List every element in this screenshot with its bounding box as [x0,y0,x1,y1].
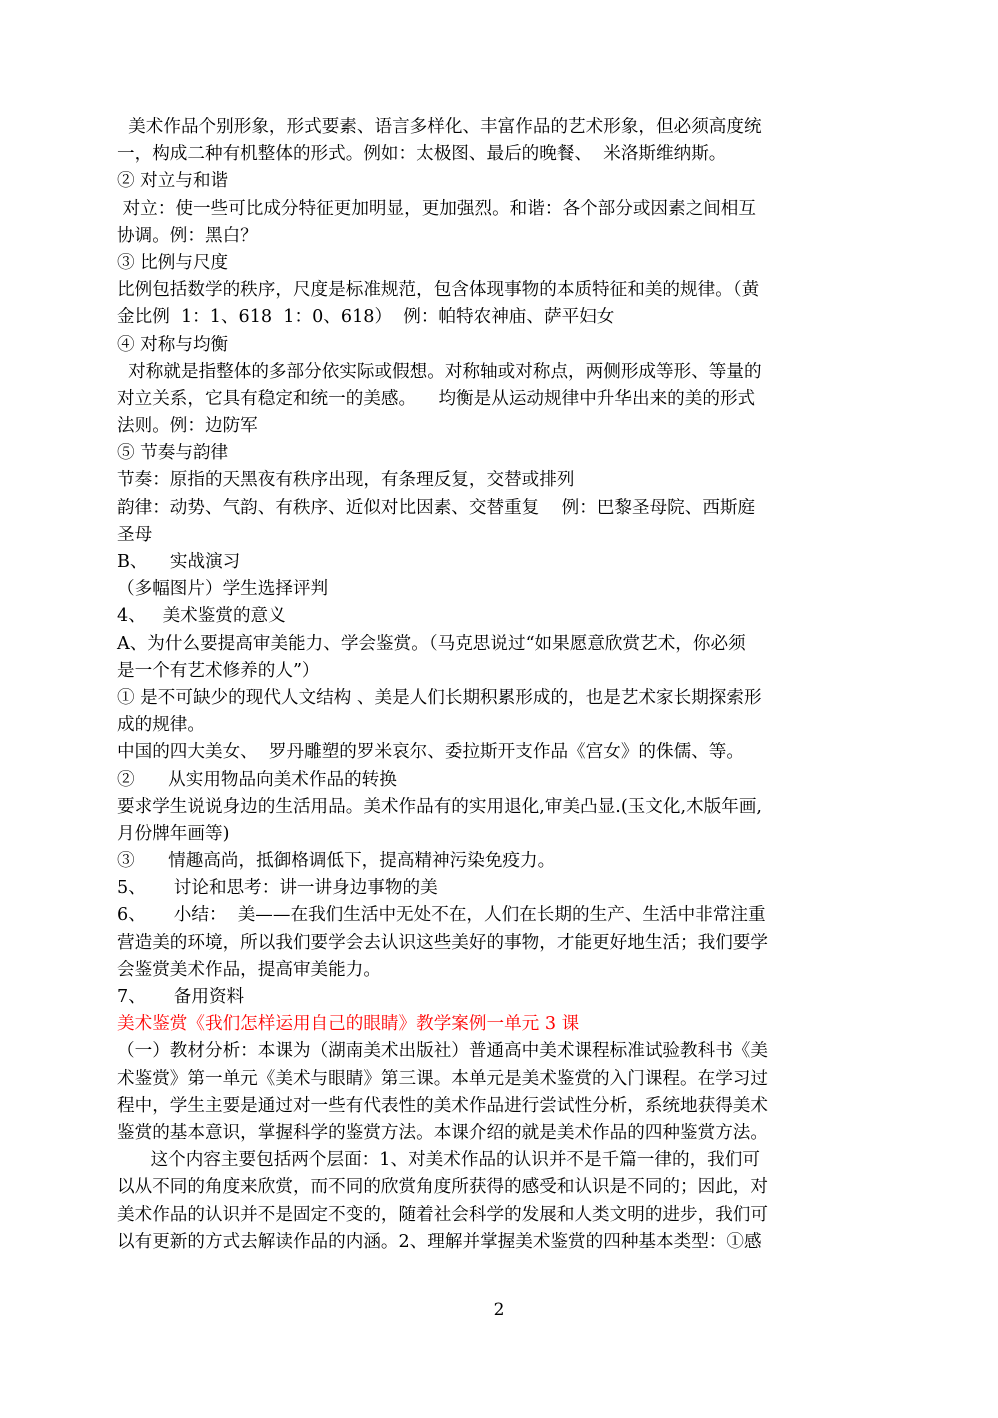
text-line: 韵律：动势、气韵、有秩序、近似对比因素、交替重复 例：巴黎圣母院、西斯庭 [117,497,756,518]
text-line: 圣母 [117,524,153,545]
text-line: （一）教材分析：本课为（湖南美术出版社）普通高中美术课程标准试验教科书《美 [117,1041,768,1062]
document-body [117,114,889,1256]
text-line: 术鉴赏》第一单元《美术与眼睛》第三课。本单元是美术鉴赏的入门课程。在学习过 [117,1068,768,1089]
text-line: 一，构成二种有机整体的形式。例如：太极图、最后的晚餐、 米洛斯维纳斯。 [117,144,727,165]
text-line: ③ 情趣高尚，抵御格调低下，提高精神污染免疫力。 [117,851,556,872]
text-line: 节奏：原指的天黑夜有秩序出现，有条理反复，交替或排列 [117,470,575,491]
text-line: 美术作品个别形象，形式要素、语言多样化、丰富作品的艺术形象，但必须高度统 [117,117,762,137]
text-line: 法则。例：边防军 [117,416,258,437]
text-line: ④ 对称与均衡 [117,334,229,355]
text-line: 中国的四大美女、 罗丹雕塑的罗米哀尔、委拉斯开支作品《宫女》的侏儒、等。 [117,742,744,763]
text-line: 以从不同的角度来欣赏，而不同的欣赏角度所获得的感受和认识是不同的；因此，对 [117,1177,768,1198]
text-line: 是一个有艺术修养的人”） [117,660,320,681]
text-line: 6、 小结： 美——在我们生活中无处不在，人们在长期的生产、生活中非常注重 [117,905,766,926]
text-line: ① 是不可缺少的现代人文结构 、美是人们长期积累形成的，也是艺术家长期探索形 [117,687,762,708]
text-line: B、 实战演习 [117,552,241,572]
text-line: 美术作品的认识并不是固定不变的，随着社会科学的发展和人类文明的进步，我们可 [117,1204,768,1225]
text-line: 月份牌年画等) [117,823,230,844]
text-line: 以有更新的方式去解读作品的内涵。2、理解并掌握美术鉴赏的四种基本类型：①感 [117,1231,762,1252]
section-heading: 美术鉴赏《我们怎样运用自己的眼睛》教学案例一单元 3 课 [117,1014,580,1035]
text-line: 这个内容主要包括两个层面：1、对美术作品的认识并不是千篇一律的，我们可 [117,1150,760,1171]
text-line: 金比例 1：1、618 1：0、618） 例：帕特农神庙、萨平妇女 [117,307,615,328]
text-line: 成的规律。 [117,715,205,736]
text-line: 5、 讨论和思考：讲一讲身边事物的美 [117,878,438,899]
text-line: ② 从实用物品向美术作品的转换 [117,769,397,790]
text-line: 会鉴赏美术作品，提高审美能力。 [117,959,381,980]
page-number: 2 [493,1300,505,1320]
text-line: 鉴赏的基本意识，掌握科学的鉴赏方法。本课介绍的就是美术作品的四种鉴赏方法。 [117,1122,768,1143]
text-line: 7、 备用资料 [117,987,245,1007]
text-line: 比例包括数学的秩序，尺度是标准规范，包含体现事物的本质特征和美的规律。（黄 [117,280,760,301]
text-line: （多幅图片）学生选择评判 [117,579,329,600]
text-line: 协调。例：黑白？ [117,225,258,246]
text-line: A、为什么要提高审美能力、学会鉴赏。（马克思说过“如果愿意欣赏艺术，你必须 [117,633,746,654]
text-line: 程中，学生主要是通过对一些有代表性的美术作品进行尝试性分析，系统地获得美术 [117,1095,768,1116]
text-line: 对立关系，它具有稳定和统一的美感。 均衡是从运动规律中升华出来的美的形式 [117,388,756,409]
text-line: 4、 美术鉴赏的意义 [117,606,286,627]
text-line: ③ 比例与尺度 [117,252,229,273]
text-line: ② 对立与和谐 [117,171,229,192]
text-line: 对立：使一些可比成分特征更加明显，更加强烈。和谐：各个部分或因素之间相互 [117,198,756,219]
text-line: ⑤ 节奏与韵律 [117,443,229,464]
text-line: 营造美的环境，所以我们要学会去认识这些美好的事物，才能更好地生活；我们要学 [117,932,768,953]
text-line: 要求学生说说身边的生活用品。美术作品有的实用退化,审美凸显.(玉文化,木版年画, [117,796,763,817]
text-line: 对称就是指整体的多部分依实际或假想。对称轴或对称点，两侧形成等形、等量的 [117,361,762,382]
